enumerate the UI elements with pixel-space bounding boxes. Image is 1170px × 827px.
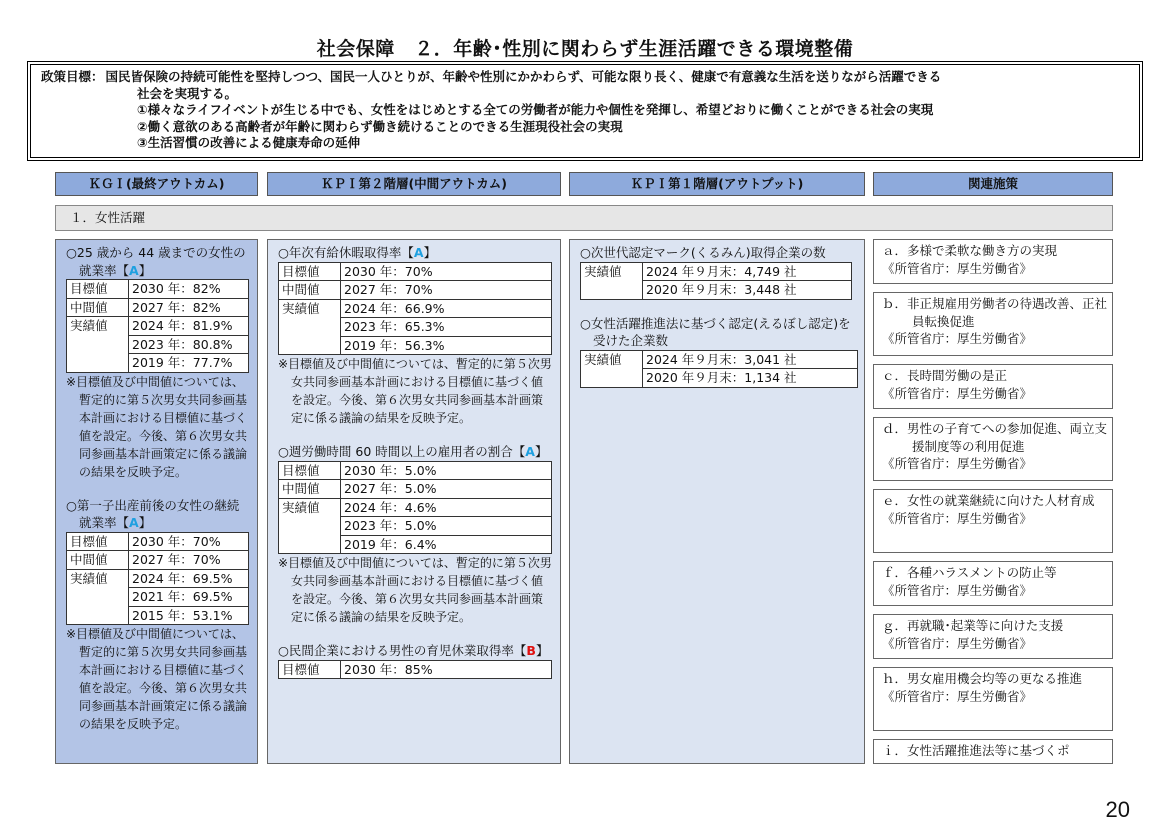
values-table: 実績値 2024 年９月末：3,041 社 2020 年９月末：1,134 社 xyxy=(580,350,858,388)
header-kgi: ＫＧＩ(最終アウトカム) xyxy=(55,172,258,196)
kgi-indicator-2 xyxy=(66,497,249,734)
kpi1-indicator-2 xyxy=(580,315,856,388)
indicator-title: ○第一子出産前後の女性の継続就業率【A】 xyxy=(66,497,240,530)
measure-a: ａ．多様で柔軟な働き方の実現 《所管省庁：厚生労働省》 xyxy=(873,239,1113,284)
header-measures: 関連施策 xyxy=(873,172,1113,196)
indicator-note: ※目標値及び中間値については、暫定的に第５次男女共同参画基本計画における目標値に基づく値を設定。今後、第６次男女共同参画基本計画策定に係る議論の結果を反映予定。 xyxy=(278,556,552,624)
kpi1-indicator-1 xyxy=(580,244,856,300)
measure-b: ｂ．非正規雇用労働者の待遇改善、正社員転換促進 《所管省庁：厚生労働省》 xyxy=(873,292,1113,356)
grade-badge: B xyxy=(526,643,536,658)
measure-f: ｆ．各種ハラスメントの防止等 《所管省庁：厚生労働省》 xyxy=(873,561,1113,606)
measure-d: ｄ．男性の子育てへの参加促進、両立支援制度等の利用促進 《所管省庁：厚生労働省》 xyxy=(873,417,1113,481)
kpi2-indicator-2 xyxy=(278,443,552,626)
header-kpi2: ＫＰＩ第２階層(中間アウトカム) xyxy=(267,172,561,196)
indicator-title: ○次世代認定マーク(くるみん)取得企業の数 xyxy=(580,245,826,260)
values-table: 目標値 2030 年：70% 中間値 2027 年：70% 実績値 2024 年：69.5% 2021 年：69.5% 2015 年：53.1% xyxy=(66,532,249,626)
policy-goal-box xyxy=(27,61,1143,161)
indicator-title: ○25 歳から 44 歳までの女性の就業率【A】 xyxy=(66,245,246,278)
policy-main-text: 国民皆保険の持続可能性を堅持しつつ、国民一人ひとりが、年齢や性別にかかわらず、可能な限り長く、健康で有意義な生活を送りながら活躍できる xyxy=(105,69,942,84)
grade-badge: A xyxy=(525,444,535,459)
measure-e: ｅ．女性の就業継続に向けた人材育成 《所管省庁：厚生労働省》 xyxy=(873,489,1113,553)
measure-h: ｈ．男女雇用機会均等の更なる推進 《所管省庁：厚生労働省》 xyxy=(873,667,1113,731)
policy-main-text-cont: 社会を実現する。 xyxy=(137,85,238,101)
grade-badge: A xyxy=(129,515,139,530)
grade-badge: A xyxy=(129,262,139,278)
measure-c: ｃ．長時間労働の是正 《所管省庁：厚生労働省》 xyxy=(873,364,1113,409)
policy-item-2: ②働く意欲のある高齢者が年齢に関わらず働き続けることのできる生涯現役社会の実現 xyxy=(137,118,623,134)
indicator-note: ※目標値及び中間値については、暫定的に第５次男女共同参画基本計画における目標値に基づく値を設定。今後、第６次男女共同参画基本計画策定に係る議論の結果を反映予定。 xyxy=(66,627,248,731)
kpi2-indicator-1 xyxy=(278,244,552,427)
kpi1-column xyxy=(569,239,865,764)
indicator-title: ○民間企業における男性の育児休業取得率【B】 xyxy=(278,643,549,658)
values-table: 実績値 2024 年９月末：4,749 社 2020 年９月末：3,448 社 xyxy=(580,262,852,300)
kpi2-column xyxy=(267,239,561,764)
kpi2-indicator-3 xyxy=(278,642,552,679)
indicator-title: ○女性活躍推進法に基づく認定(えるぼし認定)を受けた企業数 xyxy=(580,315,851,348)
values-table: 目標値 2030 年：82% 中間値 2027 年：82% 実績値 2024 年：81.9% 2023 年：80.8% 2019 年：77.7% xyxy=(66,279,249,373)
page-title: 社会保障 ２．年齢･性別に関わらず生涯活躍できる環境整備 xyxy=(316,38,854,60)
policy-item-3: ③生活習慣の改善による健康寿命の延伸 xyxy=(137,135,361,150)
section-bar: １．女性活躍 xyxy=(55,205,1113,231)
indicator-note: ※目標値及び中間値については、暫定的に第５次男女共同参画基本計画における目標値に基づく値を設定。今後、第６次男女共同参画基本計画策定に係る議論の結果を反映予定。 xyxy=(278,357,552,425)
measure-g: ｇ．再就職･起業等に向けた支援 《所管省庁：厚生労働省》 xyxy=(873,614,1113,659)
kgi-column xyxy=(55,239,258,764)
values-table: 目標値 2030 年：5.0% 中間値 2027 年：5.0% 実績値 2024 年：4.6% 2023 年：5.0% 2019 年：6.4% xyxy=(278,461,552,555)
header-kpi1: ＫＰＩ第１階層(アウトプット) xyxy=(569,172,865,196)
kgi-indicator-1 xyxy=(66,244,249,481)
indicator-note: ※目標値及び中間値については、暫定的に第５次男女共同参画基本計画における目標値に基づく値を設定。今後、第６次男女共同参画基本計画策定に係る議論の結果を反映予定。 xyxy=(66,374,248,479)
policy-item-1: ①様々なライフイベントが生じる中でも、女性をはじめとする全ての労働者が能力や個性を発揮し、希望どおりに働くことができる社会の実現 xyxy=(137,102,934,117)
policy-label: 政策目標： xyxy=(41,69,104,84)
indicator-title: ○年次有給休暇取得率【A】 xyxy=(278,245,437,260)
grade-badge: A xyxy=(413,245,424,260)
page-number: 20 xyxy=(1105,797,1130,822)
measure-i: ｉ．女性活躍推進法等に基づくポ xyxy=(873,739,1113,764)
indicator-title: ○週労働時間 60 時間以上の雇用者の割合【A】 xyxy=(278,444,548,459)
values-table: 目標値 2030 年：70% 中間値 2027 年：70% 実績値 2024 年：66.9% 2023 年：65.3% 2019 年：56.3% xyxy=(278,262,552,356)
values-table: 目標値 2030 年：85% xyxy=(278,660,552,680)
